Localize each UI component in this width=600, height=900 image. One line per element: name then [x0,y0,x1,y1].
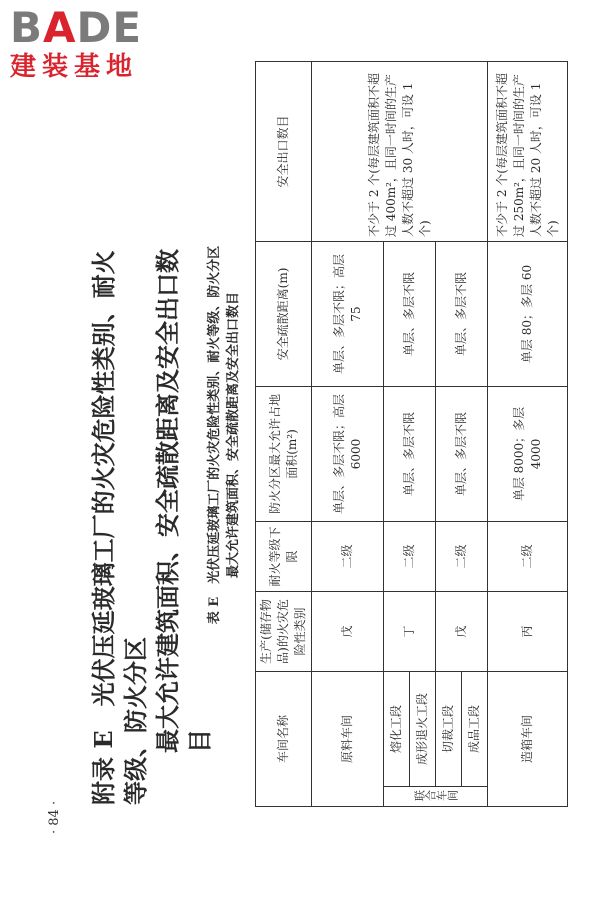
header-rating: 耐火等级下限 [256,521,312,591]
cell-name: 成品工段 [462,671,488,786]
cell-name: 造箱车间 [488,671,568,806]
table-row [312,61,384,806]
cell-distance: 单层、多层不限 [384,241,436,386]
cell-rating: 二级 [384,521,436,591]
cell-name: 熔化工段 [384,671,410,786]
table-header-row [256,61,312,806]
header-distance: 安全疏散距离(m) [256,241,312,386]
cell-rating: 二级 [312,521,384,591]
cell-category: 戊 [312,591,384,671]
caption-line-1: 表 E 光伏压延玻璃工厂的火灾危险性类别、耐火等级、防火分区 [207,245,222,625]
cell-distance: 单层、多层不限；高层 75 [312,241,384,386]
cell-category: 丙 [488,591,568,671]
appendix-heading [88,245,216,805]
page-number: · 84 · [47,800,62,834]
cell-distance: 单层、多层不限 [436,241,488,386]
cell-area: 单层、多层不限 [384,386,436,521]
cell-name: 成形退火工段 [410,671,436,786]
logo-wordmark: BADE [10,3,143,52]
cell-distance: 单层 80；多层 60 [488,241,568,386]
cell-exits-lower: 不少于 2 个(每层建筑面积不超过 250m²，且同一时间的生产人数不超过 20 人时，可设 1 个) [488,61,568,241]
cell-name: 原料车间 [312,671,384,806]
cell-area: 单层 8000；多层 4000 [488,386,568,521]
cell-category: 丁 [384,591,436,671]
table-caption [205,155,243,715]
header-area: 防火分区最大允许占地面积(m²) [256,386,312,521]
cell-rating: 二级 [436,521,488,591]
group-label: 联合车间 [384,787,488,807]
cell-area: 单层、多层不限 [436,386,488,521]
table-row [488,61,568,806]
cell-exits-upper: 不少于 2 个(每层建筑面积不超过 400m²，且同一时间的生产人数不超过 30 人时，可设 1 个) [312,61,488,241]
cell-area: 单层、多层不限；高层 6000 [312,386,384,521]
caption-line-2: 最大允许建筑面积、安全疏散距离及安全出口数目 [226,292,241,579]
fire-safety-table [255,61,568,807]
heading-line-1: 附录 E 光伏压延玻璃工厂的火灾危险性类别、耐火等级、防火分区 [89,250,150,805]
header-category: 生产(储存物品)的火灾危险性类别 [256,591,312,671]
header-name: 车间名称 [256,671,312,806]
heading-line-2: 最大允许建筑面积、安全疏散距离及安全出口数目 [153,249,214,753]
cell-category: 戊 [436,591,488,671]
header-exits: 安全出口数目 [256,61,312,241]
logo-subtitle: 建装基地 [10,52,139,82]
cell-rating: 二级 [488,521,568,591]
cell-name: 切裁工段 [436,671,462,786]
